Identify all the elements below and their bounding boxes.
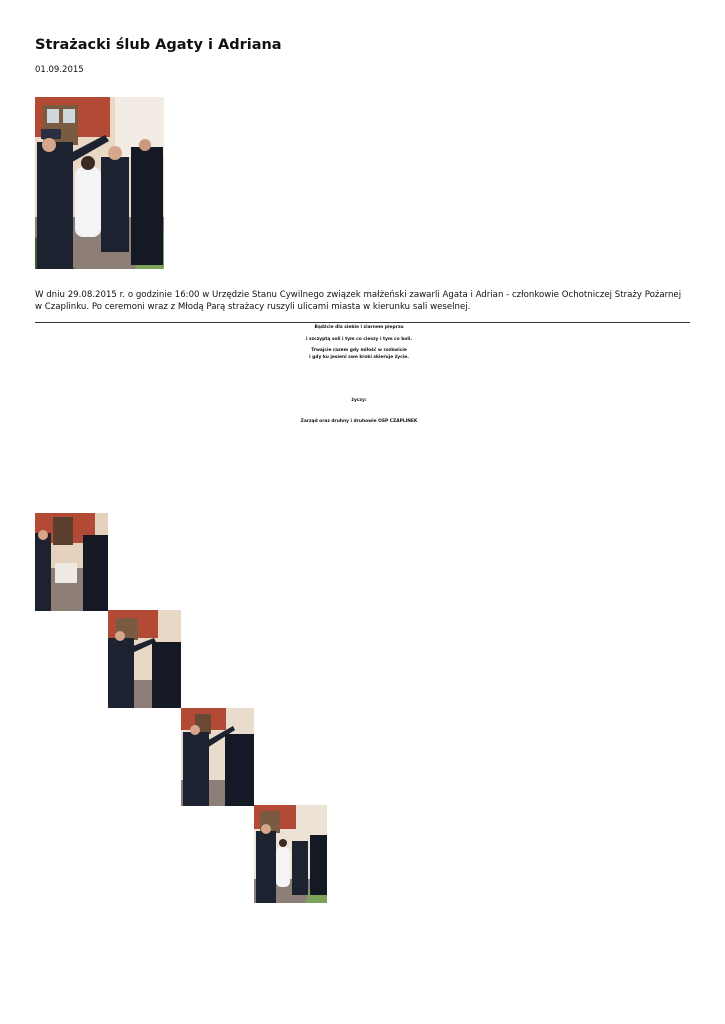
gallery-photo-3[interactable] — [181, 708, 254, 806]
gallery-photo-1-image — [35, 513, 108, 611]
gallery-photo-2-image — [108, 610, 181, 708]
wish-line-1: Bądźcie dla siebie i ziarnem pieprzu — [314, 325, 404, 330]
gallery-photo-4-image — [254, 805, 327, 903]
wedding-photo-main-image — [35, 97, 164, 269]
wish-line-5: życzy: — [351, 398, 367, 403]
gallery-photo-2[interactable] — [108, 610, 181, 708]
divider-line — [35, 322, 690, 323]
wish-signature: Zarząd oraz druhny i druhowie OSP CZAPLINEK — [300, 419, 418, 424]
article-date: 01.09.2015 — [35, 65, 84, 75]
wish-line-2: i szczyptą soli i tym co cieszy i tym co boli. — [305, 337, 413, 342]
gallery-photo-3-image — [181, 708, 254, 806]
article-lead: W dniu 29.08.2015 r. o godzinie 16:00 w Urzędzie Stanu Cywilnego związek małżeński zawarli Agata i Adrian - członkowie Ochotniczej Straży Pożarnej w Czaplinku. Po ceremoni wraz z Młodą Parą strażacy ruszyli ulicami miasta w kierunku sali weselnej. — [35, 290, 682, 312]
gallery-photo-1[interactable] — [35, 513, 108, 611]
wedding-photo-main[interactable] — [35, 97, 164, 269]
wish-line-4: i gdy ku jesieni swe kroki skieruje życie. — [309, 355, 409, 360]
article-title: Strażacki ślub Agaty i Adriana — [35, 37, 282, 53]
gallery-photo-4[interactable] — [254, 805, 327, 903]
wish-line-3: Trwajcie razem gdy miłość w rozkwicie — [311, 348, 407, 353]
